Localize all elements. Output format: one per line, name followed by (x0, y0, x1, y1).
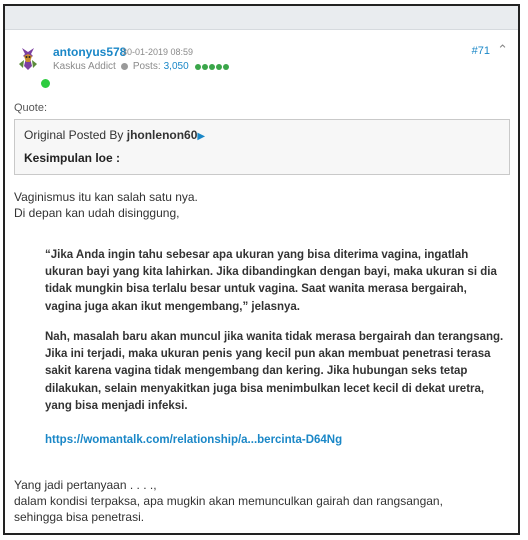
user-meta (53, 61, 230, 72)
user-rank: Kaskus Addict (53, 61, 116, 72)
top-bar (5, 6, 518, 30)
separator-dot-icon (121, 63, 128, 70)
quote-origin-user[interactable]: jhonlenon60 (126, 128, 198, 142)
quoted-paragraph-1: “Jika Anda ingin tahu sebesar apa ukuran yang bisa diterima vagina, ingatlah ukuran bayi yang kita lahirkan. Jika dibandingkan dengan bayi, maka ukuran si dia tidak mungkin bisa terlalu besar untuk vagina. Saat wanita merasa bergairah, vagina juga akan ikut mengembang,” jelasnya. (45, 249, 497, 313)
body-line-1: Vaginismus itu kan salah satu nya. (14, 190, 198, 204)
quote-text: Kesimpulan loe : (24, 151, 121, 165)
closing-line-3: sehingga bisa penetrasi. (14, 510, 145, 524)
quote-label: Quote: (14, 102, 48, 114)
view-post-arrow-icon[interactable]: ▶ (197, 131, 206, 142)
source-link[interactable]: https://womantalk.com/relationship/a...bercinta-D64Ng (45, 434, 343, 446)
chevron-up-icon[interactable]: ⌃ (497, 42, 508, 57)
quote-origin-prefix: Original Posted By (24, 128, 124, 142)
online-status-icon (40, 78, 51, 89)
quoted-paragraph-2: Nah, masalah baru akan muncul jika wanita tidak merasa bergairah dan terangsang. Jika ini terjadi, maka ukuran penis yang kecil pun akan membuat penetrasi terasa sakit karena vagina tidak mengembang dan kering. Jika hubungan seks tetap dilakukan, selain menyakitkan juga bisa menimbulkan lecet kecil di dekat uretra, yang bisa menjadi infeksi. (45, 331, 504, 412)
closing-line-1: Yang jadi pertanyaan . . . ., (14, 478, 157, 492)
post-header (5, 30, 518, 92)
quote-box (14, 119, 510, 175)
post-number-link[interactable]: #71 (471, 45, 490, 57)
posts-label: Posts: (132, 61, 161, 72)
post-date: 30-01-2019 08:59 (122, 47, 194, 57)
body-line-2: Di depan kan udah disinggung, (14, 206, 180, 220)
username-link[interactable]: antonyus578 (53, 45, 127, 59)
reputation-dots-icon (195, 64, 230, 70)
closing-line-2: dalam kondisi terpaksa, apa mugkin akan memunculkan gairah dan rangsangan, (14, 494, 443, 508)
avatar-image (15, 44, 41, 74)
avatar[interactable] (15, 44, 41, 74)
posts-count[interactable]: 3,050 (163, 61, 189, 72)
post-frame (3, 4, 520, 535)
quote-origin (24, 128, 205, 142)
